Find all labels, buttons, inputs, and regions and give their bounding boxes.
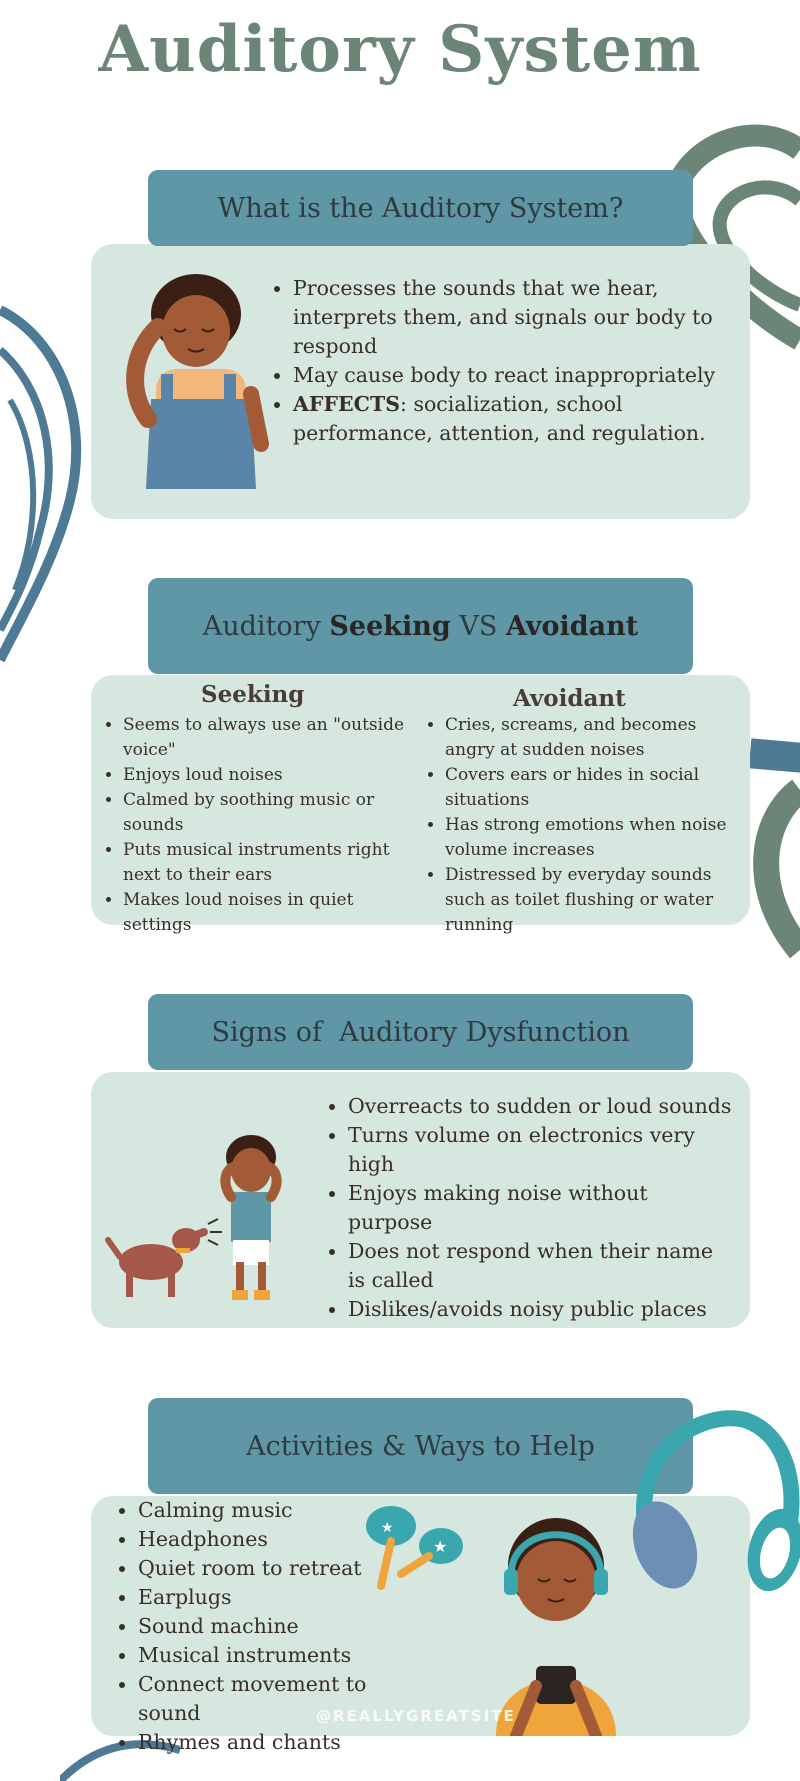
section-panel-signs <box>91 1072 750 1328</box>
list-item: • Rhymes and chants <box>138 1728 426 1757</box>
list-item: • Quiet room to retreat <box>138 1554 426 1583</box>
list-item: • Turns volume on electronics very high <box>348 1121 736 1179</box>
affects-text: : socialization, school performance, attention, and regulation. <box>293 392 706 445</box>
section-header-seeking-vs-avoidant <box>148 578 693 674</box>
child-covering-ear-illustration <box>106 269 271 499</box>
list-item: • Connect movement to sound <box>138 1670 426 1728</box>
header-text-seeking: Seeking <box>329 610 451 642</box>
header-text-avoidant: Avoidant <box>505 610 639 642</box>
what-is-bullets <box>271 274 721 448</box>
section-header-label: Signs of Auditory Dysfunction <box>211 1016 630 1048</box>
signs-bullets <box>326 1092 736 1324</box>
list-item: • Overreacts to sudden or loud sounds <box>348 1092 736 1121</box>
section-header-label: What is the Auditory System? <box>217 192 624 224</box>
list-item: • Puts musical instruments right next to their ears <box>123 838 411 888</box>
avoidant-list <box>423 713 743 938</box>
list-item: • Earplugs <box>138 1583 426 1612</box>
list-item: • Enjoys making noise without purpose <box>348 1179 736 1237</box>
affects-label: AFFECTS <box>293 392 401 416</box>
list-item: • Seems to always use an "outside voice" <box>123 713 411 763</box>
list-item: • Cries, screams, and becomes angry at sudden noises <box>445 713 743 763</box>
header-text-auditory: Auditory <box>202 610 330 642</box>
list-item <box>293 390 721 448</box>
list-item: • Calmed by soothing music or sounds <box>123 788 411 838</box>
page-title: Auditory System <box>98 12 702 87</box>
svg-text:★: ★ <box>381 1520 394 1536</box>
list-item: • Distressed by everyday sounds such as toilet flushing or water running <box>445 863 743 938</box>
seeking-list <box>101 713 411 938</box>
maracas-icon <box>351 1496 481 1596</box>
header-text-vs: VS <box>450 610 506 642</box>
section-header-activities <box>148 1398 693 1494</box>
section-panel-seeking-vs-avoidant <box>91 675 750 935</box>
list-item: • Has strong emotions when noise volume increases <box>445 813 743 863</box>
section-panel-what-is <box>91 244 750 519</box>
seeking-column-title: Seeking <box>201 681 305 708</box>
section-header-what-is <box>148 170 693 246</box>
svg-text:★: ★ <box>433 1537 448 1556</box>
list-item: • Does not respond when their name is called <box>348 1237 736 1295</box>
list-item: • Dislikes/avoids noisy public places <box>348 1295 736 1324</box>
child-with-headphones-illustration <box>476 1501 636 1736</box>
list-item: • Covers ears or hides in social situations <box>445 763 743 813</box>
list-item: • Headphones <box>138 1525 426 1554</box>
list-item: • Sound machine <box>138 1612 426 1641</box>
avoidant-column-title: Avoidant <box>513 685 626 712</box>
list-item: • Makes loud noises in quiet settings <box>123 888 411 938</box>
list-item: • Musical instruments <box>138 1641 426 1670</box>
list-item: • Processes the sounds that we hear, interprets them, and signals our body to respond <box>293 274 721 361</box>
section-header-signs <box>148 994 693 1070</box>
child-and-barking-dog-illustration <box>96 1112 296 1312</box>
list-item: • May cause body to react inappropriately <box>293 361 721 390</box>
decorative-swoosh-left <box>0 300 90 680</box>
section-header-label: Activities & Ways to Help <box>246 1430 595 1462</box>
list-item: • Calming music <box>138 1496 426 1525</box>
list-item: • Enjoys loud noises <box>123 763 411 788</box>
watermark: @REALLYGREATSITE <box>316 1707 516 1725</box>
headphones-icon <box>625 1405 800 1605</box>
